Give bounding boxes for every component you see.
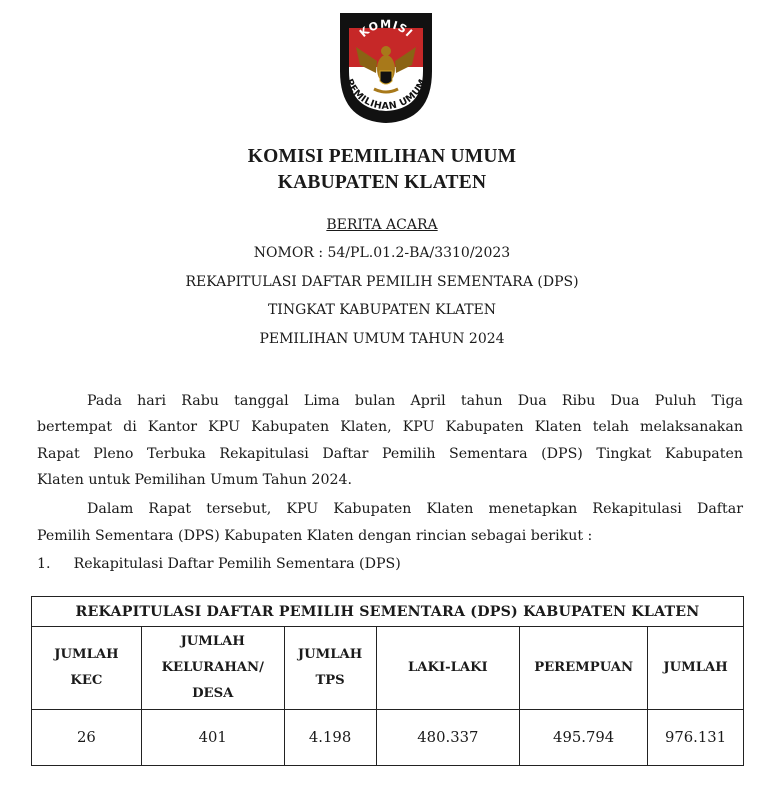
cell-jumlah-kec: 26 [32, 710, 142, 766]
paragraph-1-line3: Rapat Pleno Terbuka Rekapitulasi Daftar Pemilih Sementara (DPS) Tingkat Kabupaten [37, 446, 743, 462]
org-name-line1: KOMISI PEMILIHAN UMUM [247, 146, 517, 167]
table-title: REKAPITULASI DAFTAR PEMILIH SEMENTARA (DPS) KABUPATEN KLATEN [32, 597, 744, 627]
dps-recap-table [31, 596, 744, 766]
doc-type: BERITA ACARA [326, 217, 438, 233]
doc-number: NOMOR : 54/PL.01.2-BA/3310/2023 [253, 245, 511, 261]
list-item-number: 1. [37, 556, 51, 572]
cell-jumlah-tps: 4.198 [284, 710, 376, 766]
cell-perempuan: 495.794 [520, 710, 648, 766]
cell-jumlah: 976.131 [648, 710, 744, 766]
org-name-line2: KABUPATEN KLATEN [277, 172, 487, 193]
header-jumlah-tps: JUMLAH TPS [284, 627, 376, 710]
list-item-text: Rekapitulasi Daftar Pemilih Sementara (DPS) [73, 556, 401, 572]
header-perempuan: PEREMPUAN [520, 627, 648, 710]
kpu-logo [336, 9, 436, 126]
doc-subject-line3: PEMILIHAN UMUM TAHUN 2024 [259, 331, 505, 347]
paragraph-2-line1: Dalam Rapat tersebut, KPU Kabupaten Klaten menetapkan Rekapitulasi Daftar [87, 501, 743, 517]
paragraph-1-line2: bertempat di Kantor KPU Kabupaten Klaten, KPU Kabupaten Klaten telah melaksanakan [37, 419, 743, 435]
table-row [32, 710, 744, 766]
header-laki-laki: LAKI-LAKI [376, 627, 520, 710]
list-item [37, 556, 401, 572]
paragraph-1-line1: Pada hari Rabu tanggal Lima bulan April tahun Dua Ribu Dua Puluh Tiga [87, 393, 743, 409]
doc-subject-line2: TINGKAT KABUPATEN KLATEN [267, 302, 497, 318]
cell-laki-laki: 480.337 [376, 710, 520, 766]
cell-jumlah-kelurahan-desa: 401 [141, 710, 284, 766]
header-jumlah-kec: JUMLAH KEC [32, 627, 142, 710]
header-jumlah: JUMLAH [648, 627, 744, 710]
header-jumlah-kelurahan-desa: JUMLAH KELURAHAN/ DESA [141, 627, 284, 710]
doc-subject-line1: REKAPITULASI DAFTAR PEMILIH SEMENTARA (DPS) [185, 274, 579, 290]
logo-bottom-text: PEMILIHAN UMUM [343, 77, 429, 113]
paragraph-1-line4: Klaten untuk Pemilihan Umum Tahun 2024. [37, 472, 353, 488]
logo-top-text: KOMISI [356, 17, 416, 40]
paragraph-2-line2: Pemilih Sementara (DPS) Kabupaten Klaten dengan rincian sebagai berikut : [37, 528, 593, 544]
